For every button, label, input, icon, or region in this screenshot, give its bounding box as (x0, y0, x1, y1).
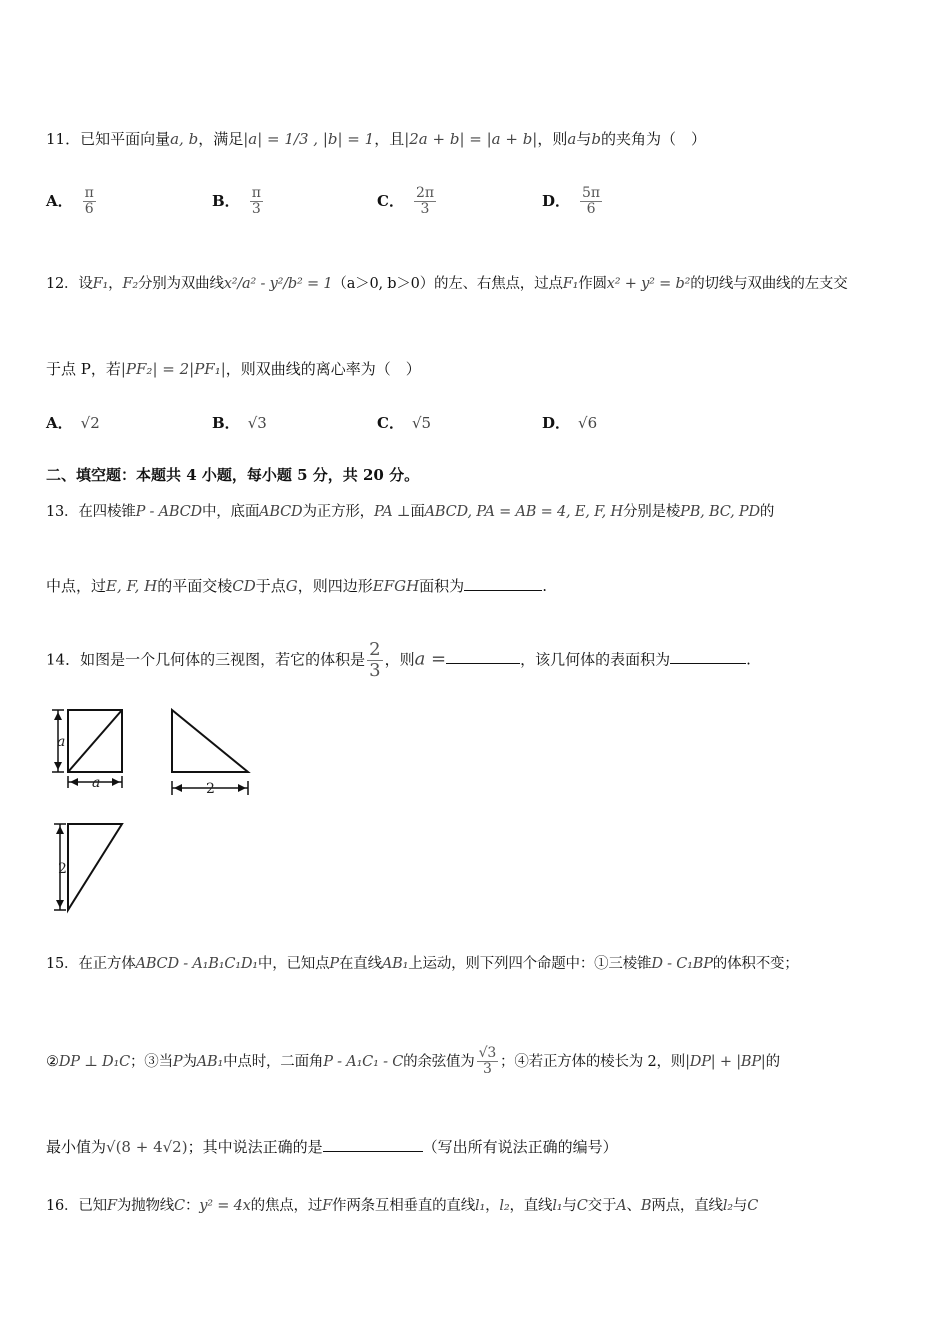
q12-stem: 12．设F₁，F₂分别为双曲线x²/a² - y²/b² = 1（a＞0, b＞0）的左、右焦点，过点F₁作圆x² + y² = b²的切线与双曲线的左支交 (46, 276, 848, 292)
q14-stem: 14．如图是一个几何体的三视图，若它的体积是 $\frac{2}{3}$ ，则a = ，该几何体的表面积为 . (46, 639, 751, 681)
three-view-figure (40, 702, 300, 917)
section-heading: 二、填空题：本题共 4 小题，每小题 5 分，共 20 分。 (46, 466, 420, 484)
answer-blank[interactable] (464, 589, 542, 591)
fig-label-2-horizontal: 2 (206, 781, 215, 797)
q12-option-c: C． √5 (377, 414, 432, 432)
side-view (172, 710, 248, 772)
top-view (68, 824, 122, 910)
answer-blank[interactable] (323, 1150, 423, 1152)
q12-stem-line2: 于点 P，若|PF₂| = 2|PF₁|，则双曲线的离心率为（ ） (46, 360, 421, 378)
q12-option-a: A． √2 (46, 414, 100, 432)
math: |2a + b| = |a + b| (404, 130, 538, 148)
math: b (591, 130, 601, 148)
math: a (567, 130, 577, 148)
q11-option-c: C． $\frac{2\pi}{3}$ (377, 185, 435, 218)
answer-blank[interactable] (446, 662, 520, 664)
q11-stem: 11．已知平面向量a, b，满足|a| = 1/3 , |b| = 1，且|2a + b| = |a + b|，则a与b的夹角为（ ） (46, 130, 706, 148)
q11-option-b: B． $\frac{\pi}{3}$ (212, 185, 261, 218)
fig-label-a-horizontal: a (92, 775, 101, 791)
math: |a| = 1/3 , |b| = 1 (243, 130, 375, 148)
fig-label-a-vertical: a (57, 734, 66, 750)
q13-stem-line2: 中点，过E, F, H的平面交棱CD于点G，则四边形EFGH面积为 . (46, 577, 547, 595)
q13-stem: 13．在四棱锥P - ABCD中，底面ABCD为正方形，PA ⊥面ABCD, PA = AB = 4, E, F, H分别是棱PB, BC, PD的 (46, 504, 775, 520)
q15-stem-line3: 最小值为√(8 + 4√2)；其中说法正确的是 （写出所有说法正确的编号） (46, 1138, 618, 1156)
answer-blank[interactable] (670, 662, 746, 664)
math: a, b (170, 130, 199, 148)
q11-option-a: A． $\frac{\pi}{6}$ (46, 185, 94, 218)
q12-option-d: D． √6 (542, 414, 598, 432)
q15-stem: 15．在正方体ABCD - A₁B₁C₁D₁中，已知点P在直线AB₁上运动，则下列四个命题中：①三棱锥D - C₁BP的体积不变； (46, 956, 799, 972)
q15-stem-line2: ②DP ⊥ D₁C；③当P为AB₁中点时，二面角P - A₁C₁ - C的余弦值为 $\frac{√3}{3}$ ；④若正方体的棱长为 2，则|DP| + |BP|的 (46, 1045, 780, 1078)
q16-stem: 16．已知F为抛物线C：y² = 4x的焦点，过F作两条互相垂直的直线l₁，l₂，直线l₁与C交于A、B两点，直线l₂与C (46, 1198, 759, 1214)
fig-label-2-vertical: 2 (58, 861, 67, 877)
q11-option-d: D． $\frac{5\pi}{6}$ (542, 185, 601, 218)
q12-option-b: B． √3 (212, 414, 267, 432)
